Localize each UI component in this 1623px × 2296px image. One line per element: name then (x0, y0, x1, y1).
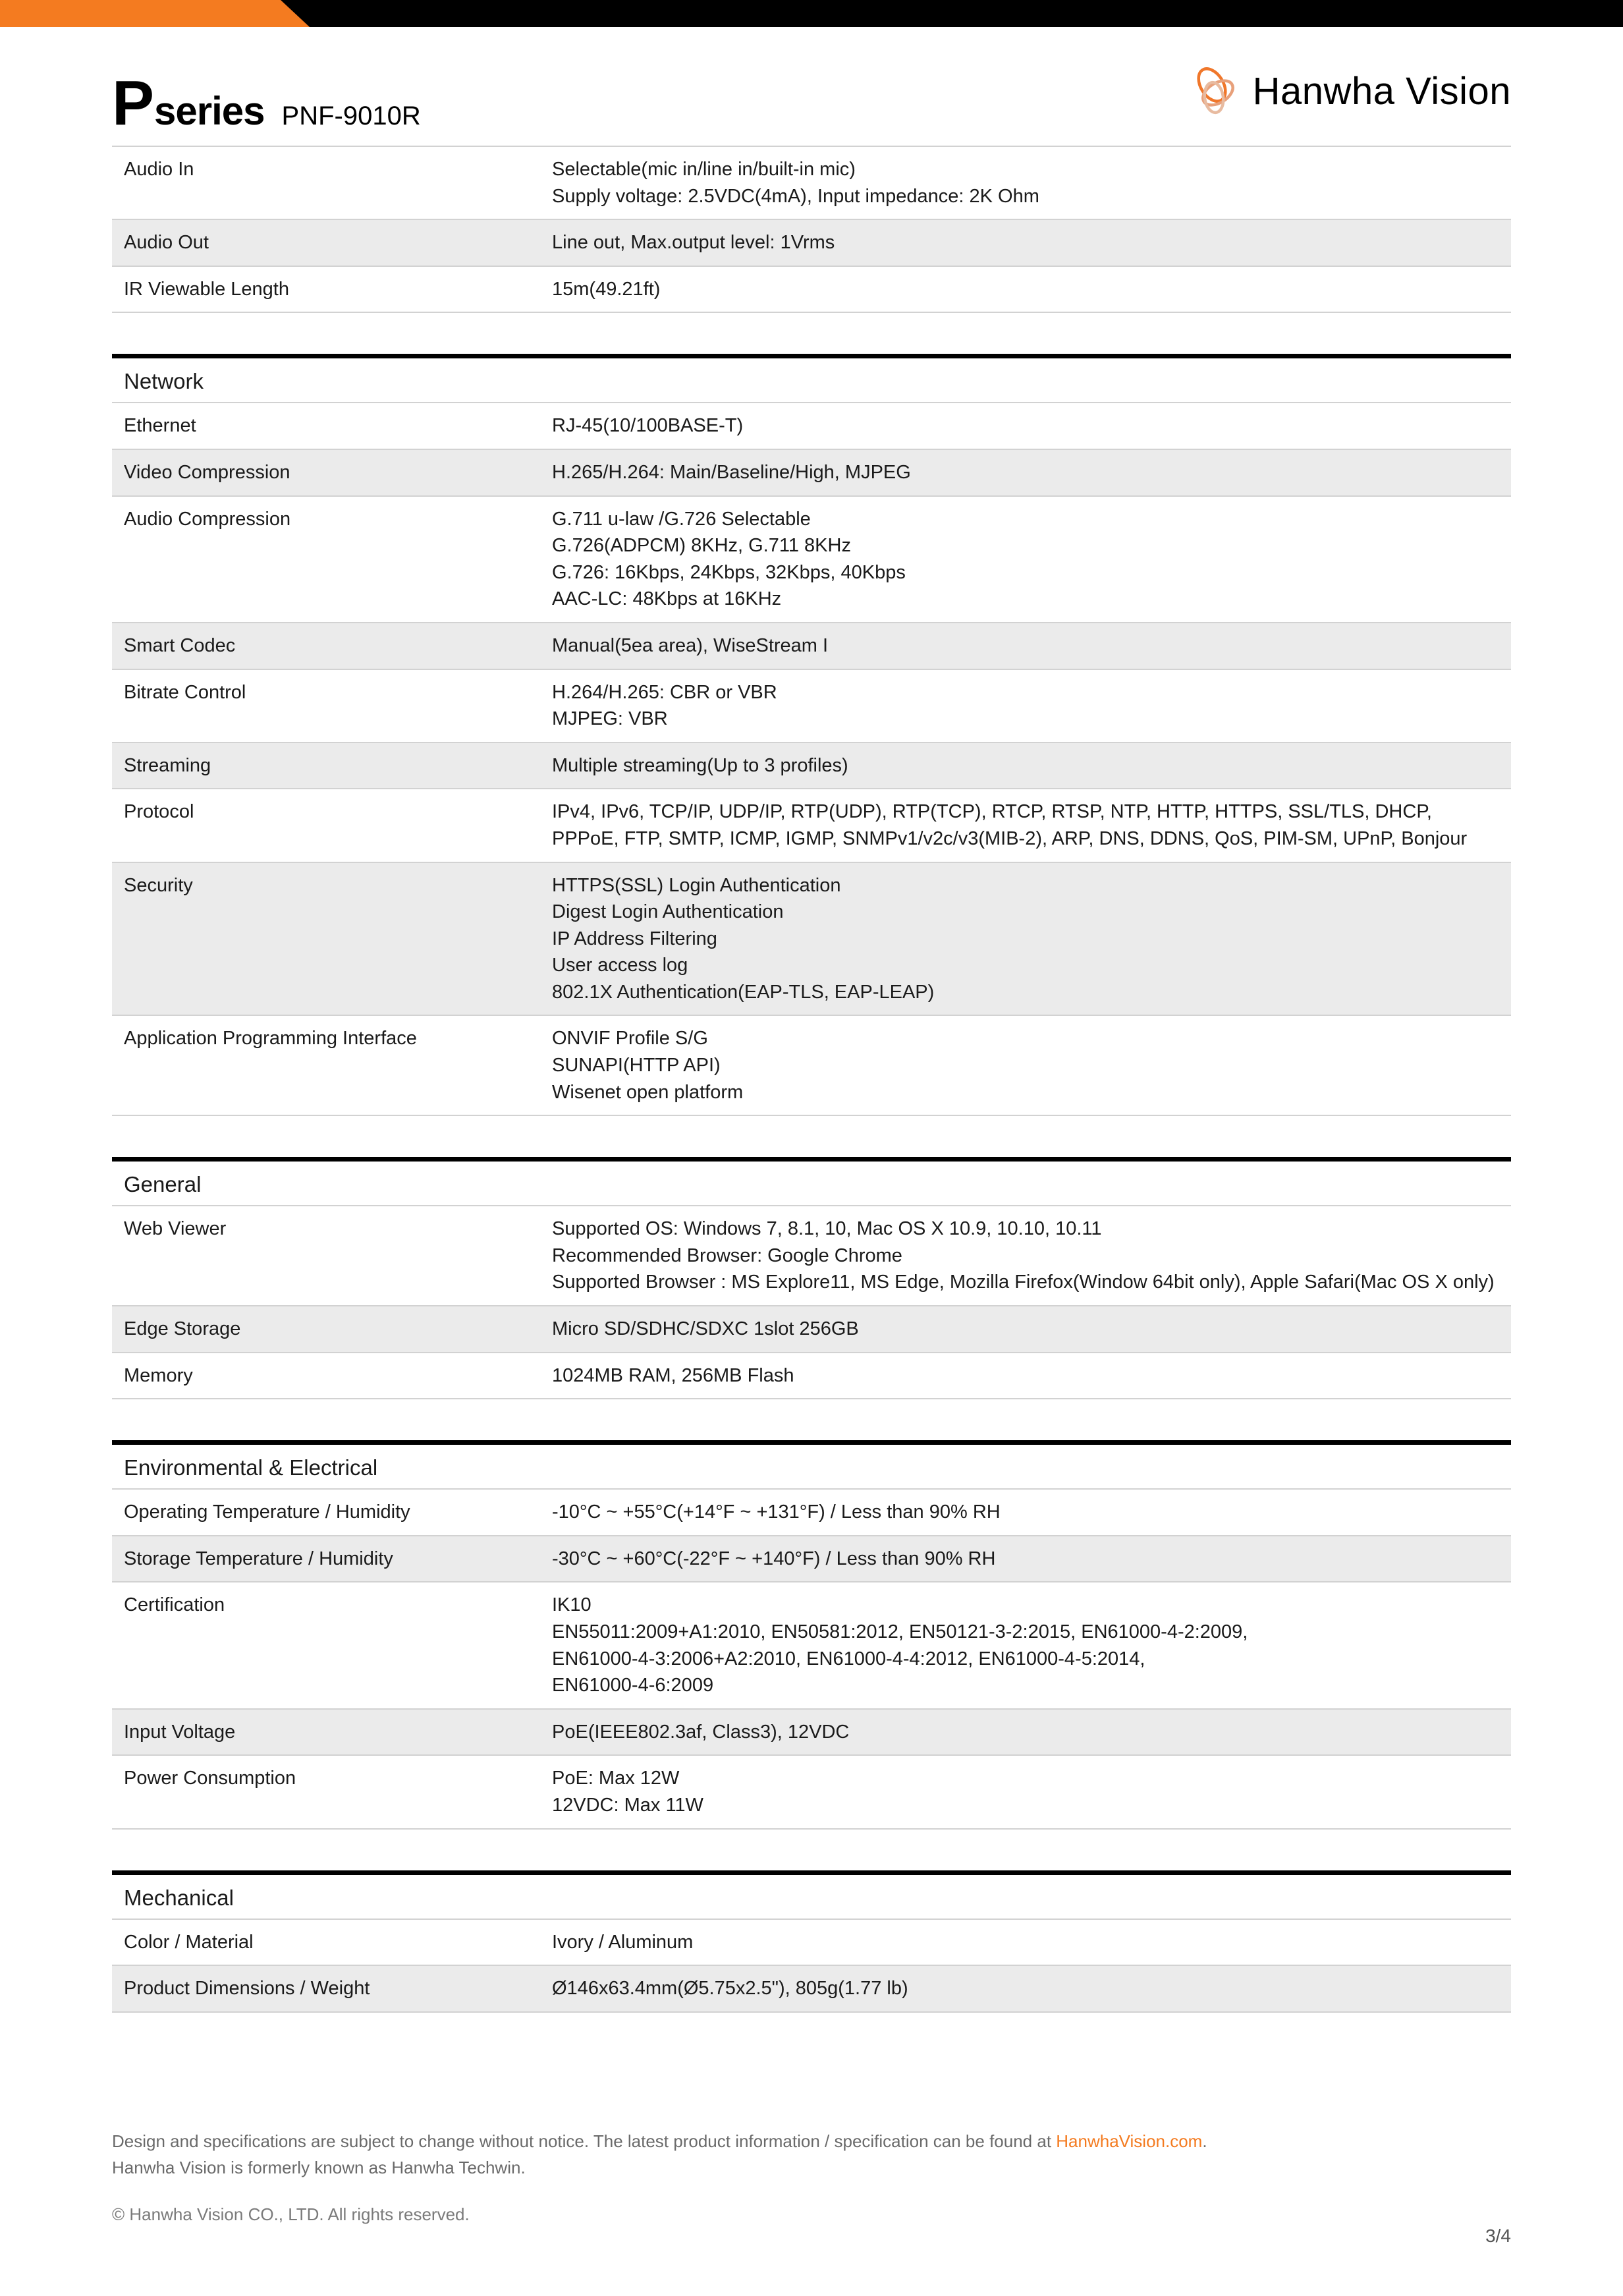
spec-value-line: PoE(IEEE802.3af, Class3), 12VDC (552, 1721, 850, 1743)
spec-value-line: Ivory / Aluminum (552, 1931, 694, 1953)
spec-label: Web Viewer (112, 1206, 552, 1306)
spec-label: Operating Temperature / Humidity (112, 1489, 552, 1536)
section-heading: Environmental & Electrical (112, 1440, 1511, 1488)
footer-disclaimer (112, 2128, 1511, 2154)
spec-value-line: EN61000-4-6:2009 (552, 1675, 714, 1696)
spec-value-line: RJ-45(10/100BASE-T) (552, 415, 744, 437)
spec-value-line: IK10 (552, 1594, 591, 1616)
table-row (112, 862, 1511, 1016)
spec-label: Color / Material (112, 1919, 552, 1966)
footer-formerly-known: Hanwha Vision is formerly known as Hanwha Techwin. (112, 2158, 526, 2178)
spec-value (552, 789, 1511, 862)
table-row (112, 1015, 1511, 1115)
spec-value-line: -10°C ~ +55°C(+14°F ~ +131°F) / Less than 90% RH (552, 1501, 1001, 1523)
spec-value (552, 1015, 1511, 1115)
spec-value-line: Supported OS: Windows 7, 8.1, 10, Mac OS X 10.9, 10.10, 10.11 (552, 1218, 1102, 1240)
spec-value-line: ONVIF Profile S/G (552, 1028, 708, 1050)
spec-value-line: G.726: 16Kbps, 24Kbps, 32Kbps, 40Kbps (552, 561, 906, 583)
spec-table (112, 146, 1511, 313)
spec-value (552, 403, 1511, 449)
spec-value (552, 862, 1511, 1016)
spec-value-line: Recommended Browser: Google Chrome (552, 1245, 902, 1266)
spec-value (552, 1919, 1511, 1966)
table-row (112, 1919, 1511, 1966)
spec-table (112, 1205, 1511, 1399)
table-row (112, 669, 1511, 742)
spec-value-line: HTTPS(SSL) Login Authentication (552, 874, 841, 896)
spec-value-line: PPPoE, FTP, SMTP, ICMP, IGMP, SNMPv1/v2c/v3(MIB-2), ARP, DNS, DDNS, QoS, PIM-SM, UPnP, Bonjour (552, 827, 1468, 849)
spec-value-line: PoE: Max 12W (552, 1768, 680, 1789)
spec-value-line: G.711 u-law /G.726 Selectable (552, 508, 811, 530)
table-row (112, 1206, 1511, 1306)
spec-sections (112, 146, 1511, 2013)
table-row (112, 1582, 1511, 1708)
spec-label: Audio Compression (112, 496, 552, 623)
footer-disclaimer-period: . (1202, 2131, 1207, 2151)
spec-value-line: 15m(49.21ft) (552, 278, 661, 300)
spec-value (552, 623, 1511, 669)
table-row (112, 1536, 1511, 1582)
spec-value-line: G.726(ADPCM) 8KHz, G.711 8KHz (552, 535, 851, 557)
spec-value (552, 1489, 1511, 1536)
product-model: PNF-9010R (281, 101, 421, 130)
spec-label: Video Compression (112, 449, 552, 496)
table-row (112, 1965, 1511, 2012)
spec-value-line: Supply voltage: 2.5VDC(4mA), Input impedance: 2K Ohm (552, 185, 1039, 207)
spec-label: Edge Storage (112, 1306, 552, 1353)
spec-label: Power Consumption (112, 1755, 552, 1828)
spec-value (552, 1306, 1511, 1353)
spec-value (552, 266, 1511, 313)
spec-value-line: MJPEG: VBR (552, 708, 668, 730)
table-row (112, 266, 1511, 313)
spec-value (552, 1709, 1511, 1756)
spec-value-line: IPv4, IPv6, TCP/IP, UDP/IP, RTP(UDP), RTP(TCP), RTCP, RTSP, NTP, HTTP, HTTPS, SSL/TLS, DHCP, (552, 801, 1432, 823)
spec-value-line: Selectable(mic in/line in/built-in mic) (552, 159, 856, 180)
spec-table (112, 1918, 1511, 2013)
spec-value (552, 1965, 1511, 2012)
spec-label: Input Voltage (112, 1709, 552, 1756)
top-banner (0, 0, 1623, 27)
spec-value-line: IP Address Filtering (552, 928, 717, 949)
spec-label: Streaming (112, 742, 552, 789)
spec-label: IR Viewable Length (112, 266, 552, 313)
spec-value-line: H.264/H.265: CBR or VBR (552, 681, 777, 703)
table-row (112, 496, 1511, 623)
spec-value-line: Manual(5ea area), WiseStream I (552, 634, 829, 656)
brand-logo (1187, 63, 1511, 119)
spec-value-line: 802.1X Authentication(EAP-TLS, EAP-LEAP) (552, 981, 935, 1003)
document-header (112, 27, 1511, 146)
footer (112, 2128, 1511, 2227)
spec-value (552, 496, 1511, 623)
spec-value-line: Micro SD/SDHC/SDXC 1slot 256GB (552, 1318, 859, 1340)
table-row (112, 1489, 1511, 1536)
banner-orange-accent (0, 0, 329, 27)
title-series-word: series (154, 89, 265, 133)
spec-label: Ethernet (112, 403, 552, 449)
spec-value-line: -30°C ~ +60°C(-22°F ~ +140°F) / Less than 90% RH (552, 1548, 996, 1569)
hanwha-loop-icon (1187, 63, 1244, 119)
table-row (112, 219, 1511, 266)
spec-value-line: Digest Login Authentication (552, 901, 784, 923)
footer-disclaimer-text: Design and specifications are subject to change without notice. The latest product information / specification can be found at (112, 2131, 1057, 2151)
spec-value (552, 1353, 1511, 1399)
table-row (112, 1755, 1511, 1828)
table-row (112, 403, 1511, 449)
hanwhavision-link[interactable]: HanwhaVision.com (1056, 2131, 1203, 2151)
table-row (112, 146, 1511, 219)
spec-value-line: 1024MB RAM, 256MB Flash (552, 1364, 794, 1386)
table-row (112, 449, 1511, 496)
spec-value-line: 12VDC: Max 11W (552, 1794, 703, 1816)
spec-value-line: Line out, Max.output level: 1Vrms (552, 232, 835, 254)
page-title (112, 68, 421, 138)
spec-value-line: H.265/H.264: Main/Baseline/High, MJPEG (552, 461, 911, 483)
spec-label: Protocol (112, 789, 552, 862)
section-heading: Mechanical (112, 1870, 1511, 1918)
spec-label: Product Dimensions / Weight (112, 1965, 552, 2012)
page-body (0, 27, 1623, 2013)
spec-value (552, 1755, 1511, 1828)
spec-label: Audio In (112, 146, 552, 219)
spec-label: Certification (112, 1582, 552, 1708)
spec-value (552, 1582, 1511, 1708)
spec-table (112, 1488, 1511, 1829)
table-row (112, 623, 1511, 669)
spec-value (552, 1536, 1511, 1582)
spec-value-line: EN55011:2009+A1:2010, EN50581:2012, EN50121-3-2:2015, EN61000-4-2:2009, (552, 1621, 1248, 1642)
spec-value-line: User access log (552, 955, 688, 976)
section-heading: Network (112, 354, 1511, 402)
spec-value-line: AAC-LC: 48Kbps at 16KHz (552, 588, 782, 610)
table-row (112, 1709, 1511, 1756)
section-heading: General (112, 1157, 1511, 1205)
footer-copyright: © Hanwha Vision CO., LTD. All rights reserved. (112, 2204, 470, 2224)
spec-table (112, 402, 1511, 1116)
spec-value-line: Supported Browser : MS Explore11, MS Edge, Mozilla Firefox(Window 64bit only), Apple Safari(Mac OS X only) (552, 1272, 1495, 1293)
brand-name: Hanwha Vision (1252, 69, 1511, 113)
spec-label: Application Programming Interface (112, 1015, 552, 1115)
spec-label: Storage Temperature / Humidity (112, 1536, 552, 1582)
table-row (112, 742, 1511, 789)
spec-label: Audio Out (112, 219, 552, 266)
spec-label: Memory (112, 1353, 552, 1399)
spec-value (552, 742, 1511, 789)
spec-label: Bitrate Control (112, 669, 552, 742)
spec-value (552, 219, 1511, 266)
table-row (112, 789, 1511, 862)
spec-label: Smart Codec (112, 623, 552, 669)
spec-value-line: Wisenet open platform (552, 1081, 744, 1103)
spec-label: Security (112, 862, 552, 1016)
spec-value-line: Multiple streaming(Up to 3 profiles) (552, 754, 848, 776)
table-row (112, 1353, 1511, 1399)
title-letter-p: P (112, 68, 153, 138)
spec-value-line: Ø146x63.4mm(Ø5.75x2.5"), 805g(1.77 lb) (552, 1978, 908, 2000)
page-number: 3/4 (1485, 2226, 1511, 2246)
spec-value-line: SUNAPI(HTTP API) (552, 1055, 721, 1077)
spec-value-line: EN61000-4-3:2006+A2:2010, EN61000-4-4:2012, EN61000-4-5:2014, (552, 1648, 1145, 1669)
table-row (112, 1306, 1511, 1353)
spec-value (552, 1206, 1511, 1306)
spec-value (552, 669, 1511, 742)
spec-value (552, 146, 1511, 219)
spec-value (552, 449, 1511, 496)
